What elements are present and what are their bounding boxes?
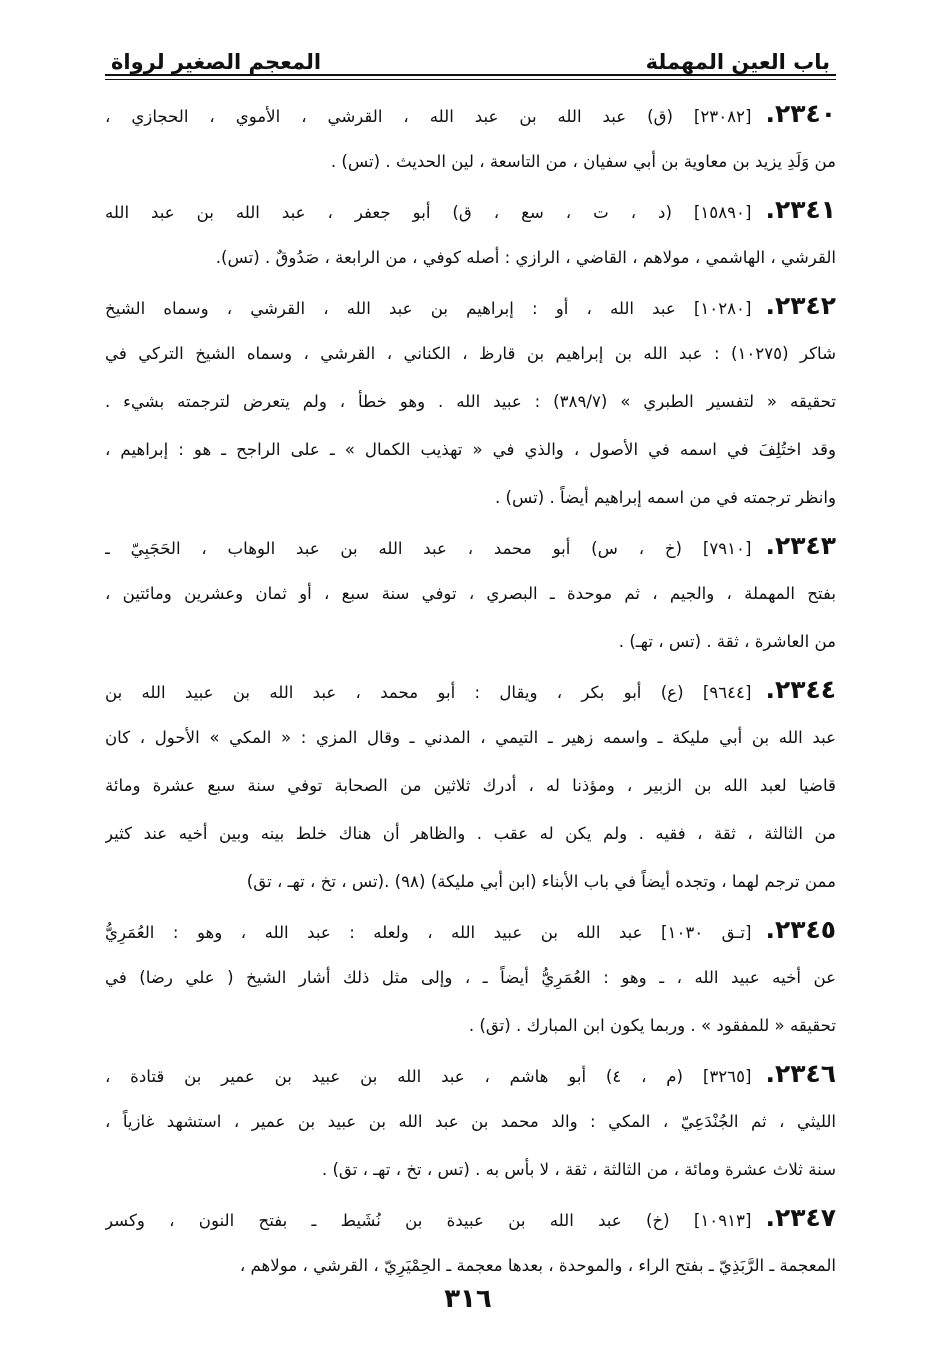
- entry: [105, 90, 836, 186]
- entry-text: [١٠٢٨٠] عبد الله ، أو : إبراهيم بن عبد الله ، القرشي ، وسماه الشيخ: [105, 299, 752, 318]
- entry-text: تحقيقه « لتفسير الطبري » (٣٨٩/٧) : عبيد الله . وهو خطأ ، ولم يتعرض لترجمته بشيء .: [105, 392, 836, 411]
- entry-number: ٢٣٤٢.: [765, 291, 836, 320]
- entry-line: [105, 1194, 836, 1242]
- chapter-title: باب العين المهملة: [645, 50, 830, 74]
- entry-line: [105, 666, 836, 714]
- entry-number: ٢٣٤٧.: [765, 1203, 836, 1232]
- entry: [105, 186, 836, 282]
- entry: [105, 1050, 836, 1194]
- entry-line: [105, 522, 836, 570]
- entry-text: شاكر (١٠٢٧٥) : عبد الله بن إبراهيم بن قارظ ، الكناني ، القرشي ، وسماه الشيخ التركي في: [105, 344, 836, 363]
- entry-line: [105, 138, 836, 186]
- entry-text: ممن ترجم لهما ، وتجده أيضاً في باب الأبناء (ابن أبي مليكة) (٩٨) .(تس ، تخ ، تهـ ، تق): [246, 872, 836, 891]
- entry-line: [105, 378, 836, 426]
- entry-line: [105, 330, 836, 378]
- entry-text: وانظر ترجمته في من اسمه إبراهيم أيضاً . (تس) .: [494, 488, 836, 507]
- entry-text: [١٠٩١٣] (خ) عبد الله بن عبيدة بن نُشَيط ـ بفتح النون ، وكسر: [105, 1211, 752, 1230]
- entry-line: [105, 618, 836, 666]
- entry-number: ٢٣٤٠.: [765, 99, 836, 128]
- entry-text: من وَلَدِ يزيد بن معاوية بن أبي سفيان ، من التاسعة ، لين الحديث . (تس) .: [330, 152, 836, 171]
- entry-line: [105, 906, 836, 954]
- entry-text: الليثي ، ثم الجُنْدَعِيّ ، المكي : والد محمد بن عبد الله بن عبيد بن عمير ، استشهد غازياً ،: [105, 1112, 836, 1131]
- entry-line: [105, 954, 836, 1002]
- entry-line: [105, 282, 836, 330]
- entry: [105, 906, 836, 1050]
- entry-line: [105, 858, 836, 906]
- entry-line: [105, 570, 836, 618]
- entry-number: ٢٣٤٣.: [765, 531, 836, 560]
- entry-text: من الثالثة ، ثقة ، فقيه . ولم يكن له عقب . والظاهر أن هناك خلط بينه وبين أخيه عند كثير: [105, 824, 836, 843]
- entry-line: [105, 1050, 836, 1098]
- entry-text: عبد الله بن أبي مليكة ـ واسمه زهير ـ التيمي ، المدني ـ وقال المزي : « المكي » الأحول ، كان: [105, 728, 836, 747]
- entry-text: تحقيقه « للمفقود » . وربما يكون ابن المبارك . (تق) .: [468, 1016, 836, 1035]
- entry: [105, 1194, 836, 1290]
- entry-text: قاضيا لعبد الله بن الزبير ، ومؤذنا له ، أدرك ثلاثين من الصحابة توفي سنة سبع عشرة ومائة: [105, 776, 836, 795]
- entry: [105, 282, 836, 522]
- entry-line: [105, 234, 836, 282]
- entry-text: [١٥٨٩٠] (د ، ت ، سع ، ق) أبو جعفر ، عبد الله بن عبد الله: [105, 203, 752, 222]
- entry-line: [105, 1098, 836, 1146]
- entry-text: عن أخيه عبيد الله ، ـ وهو : العُمَرِيُّ أيضاً ـ ، وإلى مثل ذلك أشار الشيخ ( علي رضا) في: [105, 968, 836, 987]
- entry-text: القرشي ، الهاشمي ، مولاهم ، القاضي ، الرازي : أصله كوفي ، من الرابعة ، صَدُوقٌ . (تس).: [215, 248, 836, 267]
- page-number: ٣١٦: [444, 1284, 492, 1314]
- entry-line: [105, 90, 836, 138]
- entry-number: ٢٣٤٦.: [765, 1059, 836, 1088]
- entry-line: [105, 474, 836, 522]
- entry-line: [105, 1242, 836, 1290]
- entry-text: المعجمة ـ الرَّبَذِيّ ـ بفتح الراء ، والموحدة ، بعدها معجمة ـ الحِمْيَرِيّ ، القرشي ، مولاهم ،: [239, 1256, 836, 1275]
- running-header: [105, 30, 836, 76]
- entry-text: [٢٣٠٨٢] (ق) عبد الله بن عبد الله ، القرشي ، الأموي ، الحجازي ،: [105, 107, 752, 126]
- entry-line: [105, 426, 836, 474]
- entry: [105, 666, 836, 906]
- entry-line: [105, 762, 836, 810]
- entry-text: [٩٦٤٤] (ع) أبو بكر ، ويقال : أبو محمد ، عبد الله بن عبيد الله بن: [105, 683, 752, 702]
- entry-text: [٧٩١٠] (خ ، س) أبو محمد ، عبد الله بن عبد الوهاب ، الحَجَبِيّ ـ: [105, 539, 752, 558]
- entry-line: [105, 1002, 836, 1050]
- entries-list: [105, 90, 836, 1290]
- entry-line: [105, 714, 836, 762]
- header-rule: [105, 79, 836, 80]
- entry-number: ٢٣٤٥.: [765, 915, 836, 944]
- entry-text: [تـق ١٠٣٠] عبد الله بن عبيد الله ، ولعله : عبد الله ، وهو : العُمَرِيُّ: [105, 923, 752, 942]
- entry-text: بفتح المهملة ، والجيم ، ثم موحدة ـ البصري ، توفي سنة سبع ، أو ثمان وعشرين ومائتين ،: [105, 584, 836, 603]
- entry-number: ٢٣٤٤.: [765, 675, 836, 704]
- entry-text: سنة ثلاث عشرة ومائة ، من الثالثة ، ثقة ، لا بأس به . (تس ، تخ ، تهـ ، تق) .: [321, 1160, 836, 1179]
- entry: [105, 522, 836, 666]
- entry-text: [٣٢٦٥] (م ، ٤) أبو هاشم ، عبد الله بن عبيد بن عمير بن قتادة ،: [105, 1067, 752, 1086]
- book-title: المعجم الصغير لرواة: [111, 50, 322, 74]
- entry-line: [105, 1146, 836, 1194]
- entry-number: ٢٣٤١.: [765, 195, 836, 224]
- entry-line: [105, 810, 836, 858]
- entry-line: [105, 186, 836, 234]
- entry-text: من العاشرة ، ثقة . (تس ، تهـ) .: [618, 632, 836, 651]
- entry-text: وقد اختُلِفَ في اسمه في الأصول ، والذي في « تهذيب الكمال » ـ على الراجح ـ هو : إبراهيم ،: [105, 440, 836, 459]
